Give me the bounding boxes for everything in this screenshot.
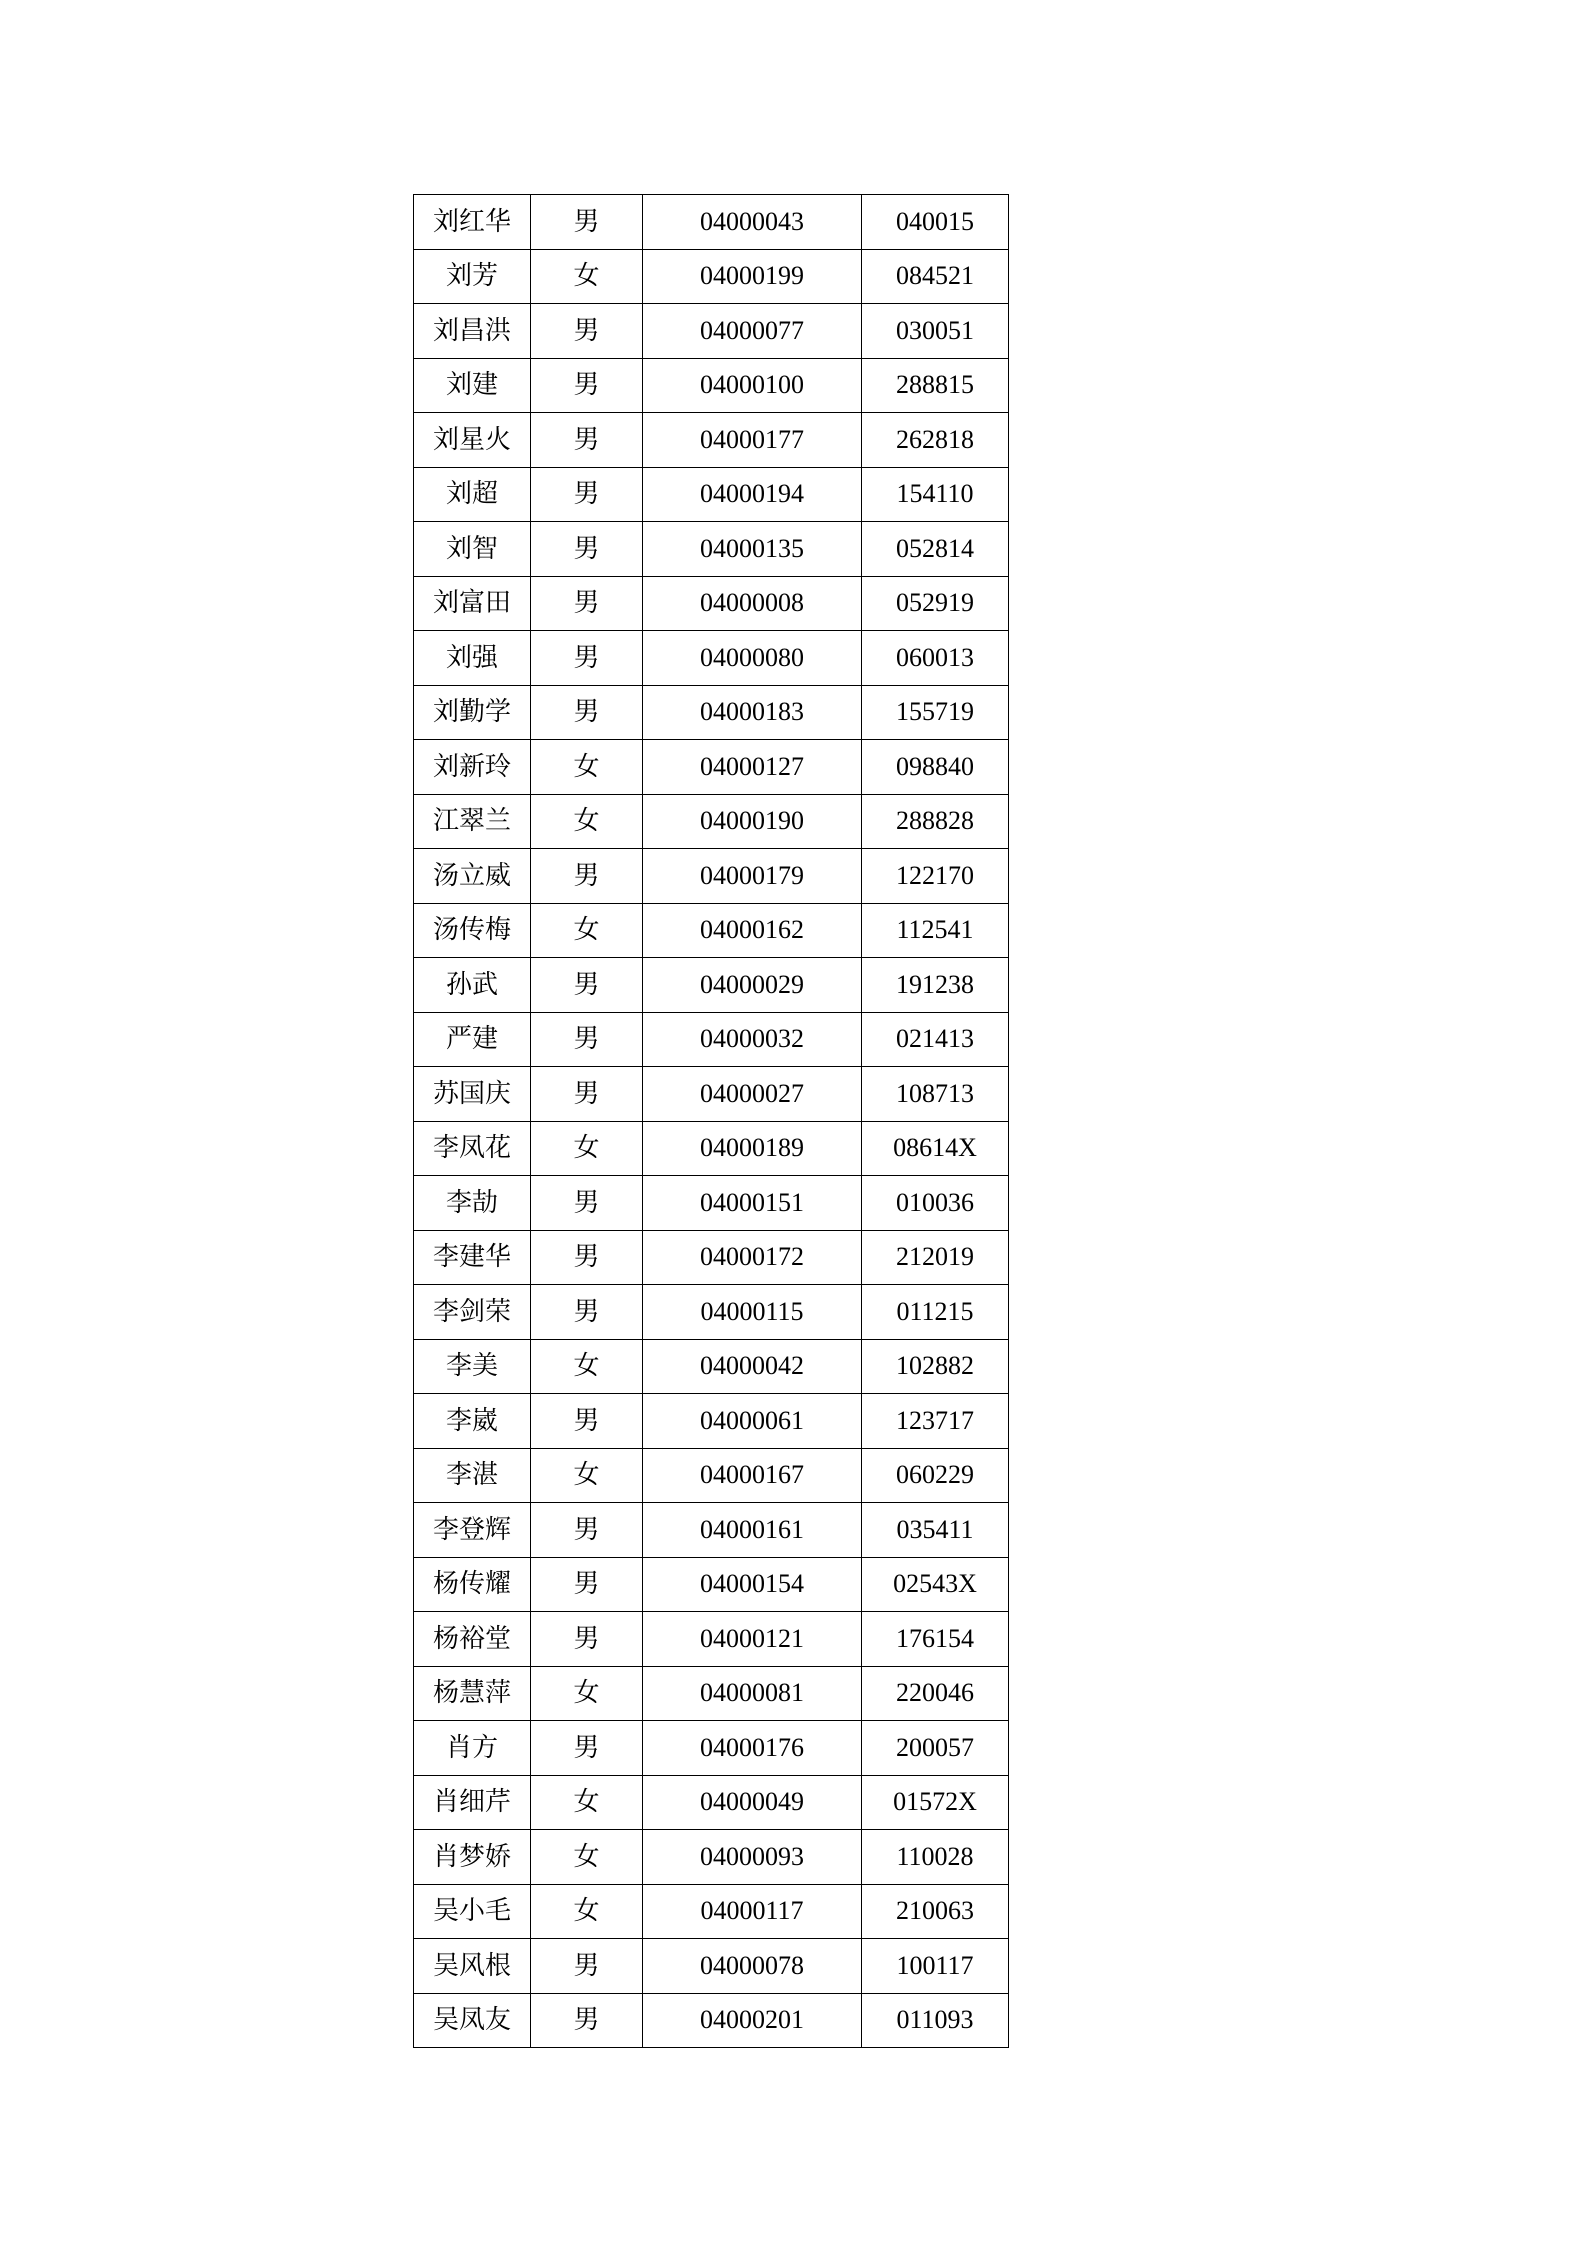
- roster-table: [413, 194, 1009, 2048]
- code-cell: 288828: [862, 794, 1009, 849]
- name-cell: 李剑荣: [414, 1285, 531, 1340]
- code-cell: 100117: [862, 1939, 1009, 1994]
- gender-cell: 女: [531, 903, 643, 958]
- table-row: [414, 1830, 1009, 1885]
- code-cell: 212019: [862, 1230, 1009, 1285]
- name-cell: 李美: [414, 1339, 531, 1394]
- name-cell: 刘超: [414, 467, 531, 522]
- name-cell: 江翠兰: [414, 794, 531, 849]
- table-row: [414, 413, 1009, 468]
- gender-cell: 男: [531, 958, 643, 1013]
- id-cell: 04000176: [643, 1721, 862, 1776]
- gender-cell: 女: [531, 1775, 643, 1830]
- gender-cell: 男: [531, 1176, 643, 1231]
- code-cell: 123717: [862, 1394, 1009, 1449]
- code-cell: 112541: [862, 903, 1009, 958]
- gender-cell: 男: [531, 358, 643, 413]
- gender-cell: 男: [531, 195, 643, 250]
- gender-cell: 男: [531, 685, 643, 740]
- gender-cell: 女: [531, 1884, 643, 1939]
- code-cell: 220046: [862, 1666, 1009, 1721]
- code-cell: 010036: [862, 1176, 1009, 1231]
- table-row: [414, 1339, 1009, 1394]
- code-cell: 060013: [862, 631, 1009, 686]
- name-cell: 刘星火: [414, 413, 531, 468]
- id-cell: 04000115: [643, 1285, 862, 1340]
- gender-cell: 男: [531, 1939, 643, 1994]
- name-cell: 肖细芹: [414, 1775, 531, 1830]
- name-cell: 李登辉: [414, 1503, 531, 1558]
- gender-cell: 男: [531, 1394, 643, 1449]
- code-cell: 210063: [862, 1884, 1009, 1939]
- id-cell: 04000078: [643, 1939, 862, 1994]
- id-cell: 04000154: [643, 1557, 862, 1612]
- table-row: [414, 740, 1009, 795]
- code-cell: 191238: [862, 958, 1009, 1013]
- id-cell: 04000121: [643, 1612, 862, 1667]
- name-cell: 刘富田: [414, 576, 531, 631]
- id-cell: 04000167: [643, 1448, 862, 1503]
- code-cell: 021413: [862, 1012, 1009, 1067]
- name-cell: 肖梦娇: [414, 1830, 531, 1885]
- name-cell: 李劼: [414, 1176, 531, 1231]
- gender-cell: 男: [531, 631, 643, 686]
- table-row: [414, 1012, 1009, 1067]
- gender-cell: 男: [531, 1285, 643, 1340]
- gender-cell: 男: [531, 1721, 643, 1776]
- gender-cell: 男: [531, 304, 643, 359]
- id-cell: 04000161: [643, 1503, 862, 1558]
- table-row: [414, 249, 1009, 304]
- id-cell: 04000049: [643, 1775, 862, 1830]
- table-row: [414, 1557, 1009, 1612]
- name-cell: 刘红华: [414, 195, 531, 250]
- id-cell: 04000029: [643, 958, 862, 1013]
- id-cell: 04000172: [643, 1230, 862, 1285]
- table-row: [414, 685, 1009, 740]
- code-cell: 052919: [862, 576, 1009, 631]
- code-cell: 084521: [862, 249, 1009, 304]
- id-cell: 04000077: [643, 304, 862, 359]
- id-cell: 04000177: [643, 413, 862, 468]
- table-row: [414, 903, 1009, 958]
- gender-cell: 男: [531, 1012, 643, 1067]
- id-cell: 04000194: [643, 467, 862, 522]
- id-cell: 04000190: [643, 794, 862, 849]
- gender-cell: 男: [531, 1067, 643, 1122]
- name-cell: 刘昌洪: [414, 304, 531, 359]
- table-row: [414, 1285, 1009, 1340]
- id-cell: 04000032: [643, 1012, 862, 1067]
- table-row: [414, 1612, 1009, 1667]
- table-row: [414, 1503, 1009, 1558]
- id-cell: 04000127: [643, 740, 862, 795]
- name-cell: 刘建: [414, 358, 531, 413]
- gender-cell: 女: [531, 1830, 643, 1885]
- table-row: [414, 522, 1009, 577]
- gender-cell: 女: [531, 1121, 643, 1176]
- table-row: [414, 304, 1009, 359]
- name-cell: 苏国庆: [414, 1067, 531, 1122]
- name-cell: 孙武: [414, 958, 531, 1013]
- name-cell: 杨裕堂: [414, 1612, 531, 1667]
- table-row: [414, 1176, 1009, 1231]
- gender-cell: 男: [531, 576, 643, 631]
- id-cell: 04000179: [643, 849, 862, 904]
- code-cell: 154110: [862, 467, 1009, 522]
- id-cell: 04000027: [643, 1067, 862, 1122]
- gender-cell: 男: [531, 413, 643, 468]
- gender-cell: 男: [531, 522, 643, 577]
- gender-cell: 女: [531, 1448, 643, 1503]
- gender-cell: 女: [531, 794, 643, 849]
- name-cell: 汤立威: [414, 849, 531, 904]
- name-cell: 李湛: [414, 1448, 531, 1503]
- table-row: [414, 958, 1009, 1013]
- code-cell: 098840: [862, 740, 1009, 795]
- gender-cell: 男: [531, 1993, 643, 2048]
- id-cell: 04000183: [643, 685, 862, 740]
- table-row: [414, 1939, 1009, 1994]
- name-cell: 肖方: [414, 1721, 531, 1776]
- table-row: [414, 794, 1009, 849]
- code-cell: 01572X: [862, 1775, 1009, 1830]
- gender-cell: 男: [531, 849, 643, 904]
- gender-cell: 男: [531, 1503, 643, 1558]
- id-cell: 04000061: [643, 1394, 862, 1449]
- code-cell: 176154: [862, 1612, 1009, 1667]
- name-cell: 吴风根: [414, 1939, 531, 1994]
- code-cell: 288815: [862, 358, 1009, 413]
- gender-cell: 男: [531, 1230, 643, 1285]
- name-cell: 吴小毛: [414, 1884, 531, 1939]
- table-row: [414, 1666, 1009, 1721]
- name-cell: 严建: [414, 1012, 531, 1067]
- table-row: [414, 849, 1009, 904]
- code-cell: 200057: [862, 1721, 1009, 1776]
- id-cell: 04000151: [643, 1176, 862, 1231]
- name-cell: 刘智: [414, 522, 531, 577]
- table-row: [414, 1993, 1009, 2048]
- table-row: [414, 1721, 1009, 1776]
- name-cell: 李凤花: [414, 1121, 531, 1176]
- roster-table-body: [414, 195, 1009, 2048]
- code-cell: 035411: [862, 1503, 1009, 1558]
- id-cell: 04000199: [643, 249, 862, 304]
- id-cell: 04000081: [643, 1666, 862, 1721]
- table-row: [414, 1884, 1009, 1939]
- code-cell: 102882: [862, 1339, 1009, 1394]
- table-row: [414, 1775, 1009, 1830]
- code-cell: 122170: [862, 849, 1009, 904]
- gender-cell: 男: [531, 467, 643, 522]
- code-cell: 030051: [862, 304, 1009, 359]
- gender-cell: 女: [531, 1666, 643, 1721]
- id-cell: 04000100: [643, 358, 862, 413]
- table-row: [414, 1067, 1009, 1122]
- id-cell: 04000093: [643, 1830, 862, 1885]
- name-cell: 杨慧萍: [414, 1666, 531, 1721]
- name-cell: 李崴: [414, 1394, 531, 1449]
- code-cell: 040015: [862, 195, 1009, 250]
- table-row: [414, 467, 1009, 522]
- code-cell: 262818: [862, 413, 1009, 468]
- id-cell: 04000008: [643, 576, 862, 631]
- gender-cell: 女: [531, 740, 643, 795]
- table-row: [414, 1121, 1009, 1176]
- table-row: [414, 1230, 1009, 1285]
- code-cell: 02543X: [862, 1557, 1009, 1612]
- id-cell: 04000135: [643, 522, 862, 577]
- name-cell: 刘芳: [414, 249, 531, 304]
- table-row: [414, 195, 1009, 250]
- gender-cell: 男: [531, 1612, 643, 1667]
- code-cell: 011215: [862, 1285, 1009, 1340]
- table-row: [414, 1394, 1009, 1449]
- name-cell: 刘强: [414, 631, 531, 686]
- id-cell: 04000043: [643, 195, 862, 250]
- id-cell: 04000042: [643, 1339, 862, 1394]
- name-cell: 汤传梅: [414, 903, 531, 958]
- code-cell: 108713: [862, 1067, 1009, 1122]
- table-row: [414, 576, 1009, 631]
- code-cell: 155719: [862, 685, 1009, 740]
- code-cell: 08614X: [862, 1121, 1009, 1176]
- id-cell: 04000080: [643, 631, 862, 686]
- code-cell: 052814: [862, 522, 1009, 577]
- id-cell: 04000189: [643, 1121, 862, 1176]
- name-cell: 李建华: [414, 1230, 531, 1285]
- name-cell: 刘新玲: [414, 740, 531, 795]
- id-cell: 04000162: [643, 903, 862, 958]
- gender-cell: 女: [531, 249, 643, 304]
- name-cell: 杨传耀: [414, 1557, 531, 1612]
- code-cell: 011093: [862, 1993, 1009, 2048]
- table-row: [414, 358, 1009, 413]
- name-cell: 吴凤友: [414, 1993, 531, 2048]
- code-cell: 110028: [862, 1830, 1009, 1885]
- table-row: [414, 631, 1009, 686]
- gender-cell: 男: [531, 1557, 643, 1612]
- name-cell: 刘勤学: [414, 685, 531, 740]
- id-cell: 04000117: [643, 1884, 862, 1939]
- table-row: [414, 1448, 1009, 1503]
- id-cell: 04000201: [643, 1993, 862, 2048]
- code-cell: 060229: [862, 1448, 1009, 1503]
- gender-cell: 女: [531, 1339, 643, 1394]
